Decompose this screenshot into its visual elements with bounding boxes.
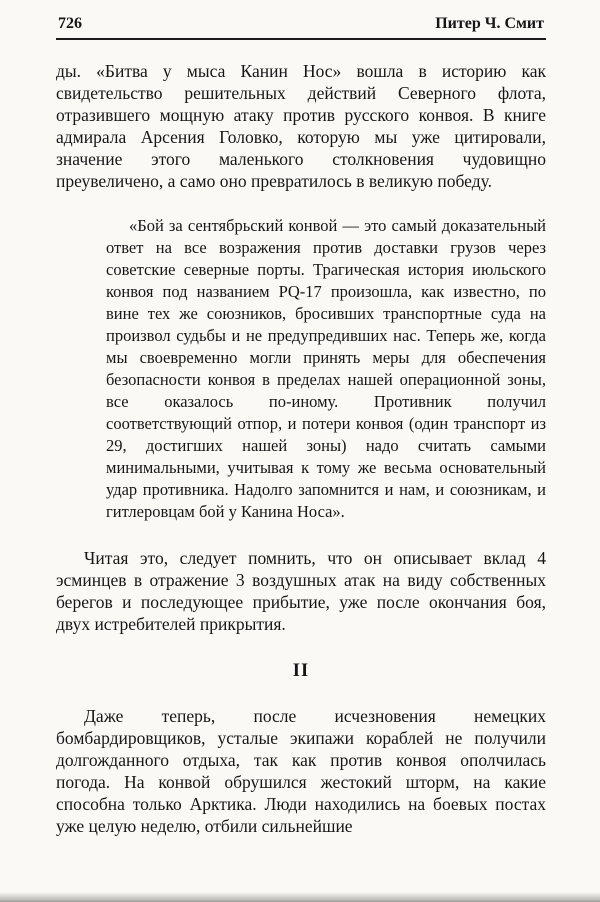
- running-head-author: Питер Ч. Смит: [435, 15, 544, 32]
- page-body: [56, 60, 546, 837]
- page-number: 726: [58, 15, 82, 32]
- header-rule: [56, 38, 546, 40]
- scan-shadow: [0, 892, 600, 902]
- paragraph-continuation: ды. «Битва у мыса Канин Нос» вошла в историю как свидетельство решительных действий Северного флота, отразившего мощную атаку против русского конвоя. В книге адмирала Арсения Головко, которую мы уже цитировали, значение этого маленького столкновения чудовищно преувеличено, а само оно превратилось в великую победу.: [56, 61, 546, 191]
- section-heading: II: [292, 661, 310, 681]
- paragraph-new-section: Даже теперь, после исчезновения немецких бомбардировщиков, усталые экипажи кораблей не получили долгожданного отдыха, так как против конвоя ополчилась погода. На конвой обрушился жестокий шторм, на какие способна только Арктика. Люди находились на боевых постах уже целую неделю, отбили сильнейшие: [56, 706, 546, 836]
- paragraph-comment: Читая это, следует помнить, что он описывает вклад 4 эсминцев в отражение 3 воздушных атак на виду собственных берегов и последующее прибытие, уже после окончания боя, двух истребителей прикрытия.: [56, 548, 546, 634]
- page-header: [56, 14, 546, 38]
- blockquote-golovko: «Бой за сентябрьский конвой — это самый доказательный ответ на все возражения против доставки грузов через советские северные порты. Трагическая история июльского конвоя под названием PQ-17 произошла, как известно, по вине тех же союзников, бросивших транспортные суда на произвол судьбы и не предупредивших нас. Теперь же, когда мы своевременно могли принять меры для обеспечения безопасности конвоя в пределах нашей операционной зоны, все оказалось по-иному. Противник получил соответствующий отпор, и потери конвоя (один транспорт из 29, достигших нашей зоны) надо считать самыми минимальными, учитывая к тому же весьма основательный удар противника. Надолго запомнится и нам, и союзникам, и гитлеровцам бой у Канина Носа».: [106, 216, 546, 521]
